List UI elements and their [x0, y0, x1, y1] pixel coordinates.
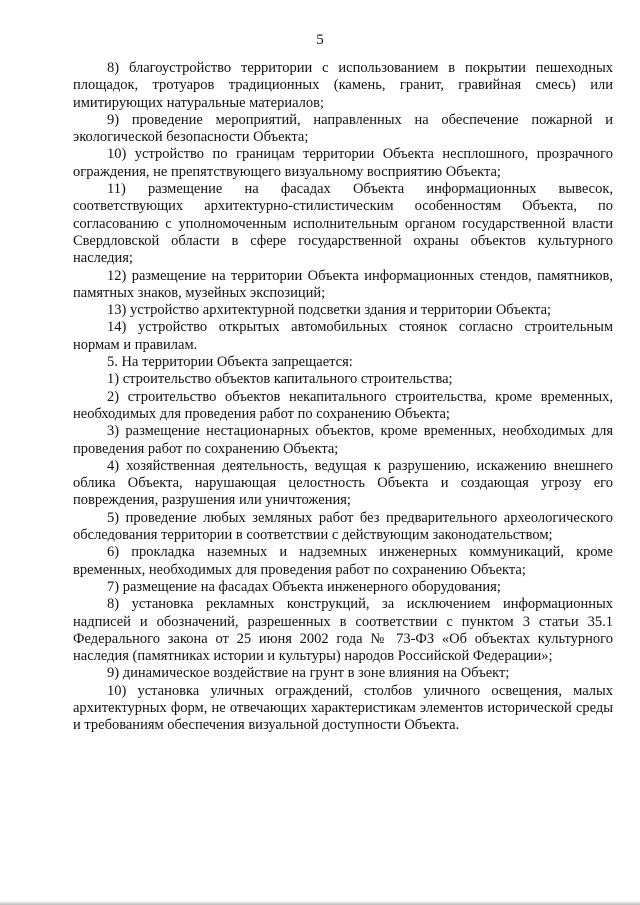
paragraph: 13) устройство архитектурной подсветки здания и территории Объекта; — [107, 302, 552, 319]
paragraph: 8) благоустройство территории с использованием в покрытии пешеходных площадок, тротуаров традиционных (камень, гранит, гравийная смесь) или имитирующих натуральные материалов; — [73, 60, 613, 111]
paragraph: 5) проведение любых земляных работ без предварительного археологического обследования территории в соответствии с действующим законодательством; — [73, 509, 613, 544]
paragraph: 10) установка уличных ограждений, столбов уличного освещения, малых архитектурных форм, не отвечающих характеристикам элементов исторической среды и требованиям обеспечения визуальной доступности Объекта. — [73, 682, 613, 734]
paragraph: 8) установка рекламных конструкций, за исключением информационных надписей и обозначений, разрешенных в соответствии с пунктом 3 статьи 35.1 Федерального закона от 25 июня 2002 года № 73-ФЗ «Об объектах культурного наследия (памятниках истории и культуры) народов Российской Федерации»; — [73, 596, 613, 665]
paragraph: 12) размещение на территории Объекта информационных стендов, памятников, памятных знаков, музейных экспозиций; — [73, 267, 613, 301]
page-bottom-edge — [0, 901, 640, 905]
paragraph: 3) размещение нестационарных объектов, кроме временных, необходимых для проведения работ по сохранению Объекта; — [73, 423, 613, 457]
paragraph: 1) строительство объектов капитального строительства; — [107, 371, 453, 388]
paragraph: 9) проведение мероприятий, направленных на обеспечение пожарной и экологической безопасности Объекта; — [73, 111, 613, 146]
paragraph: 14) устройство открытых автомобильных стоянок согласно строительным нормам и правилам. — [73, 319, 613, 353]
page-number: 5 — [316, 32, 324, 48]
paragraph: 7) размещение на фасадах Объекта инженерного оборудования; — [107, 578, 501, 595]
paragraph: 9) динамическое воздействие на грунт в зоне влияния на Объект; — [107, 665, 510, 682]
paragraph: 6) прокладка наземных и надземных инженерных коммуникаций, кроме временных, необходимых для проведения работ по сохранению Объекта; — [73, 544, 613, 578]
section-heading: 5. На территории Объекта запрещается: — [107, 354, 353, 371]
paragraph: 4) хозяйственная деятельность, ведущая к разрушению, искажению внешнего облика Объекта, нарушающая целостность Объекта и создающая угрозу его повреждения, разрушения или уничтожения; — [73, 457, 613, 509]
paragraph: 11) размещение на фасадах Объекта информационных вывесок, соответствующих архитектурно-стилистическим особенностям Объекта, по согласованию с уполномоченным исполнительным органом государственной власти Свердловской области в сфере государственной охраны объектов культурного наследия; — [73, 181, 613, 267]
paragraph: 10) устройство по границам территории Объекта несплошного, прозрачного ограждения, не препятствующего визуальному восприятию Объекта; — [73, 146, 613, 180]
paragraph: 2) строительство объектов некапитального строительства, кроме временных, необходимых для проведения работ по сохранению Объекта; — [73, 388, 613, 422]
document-body — [73, 60, 613, 735]
